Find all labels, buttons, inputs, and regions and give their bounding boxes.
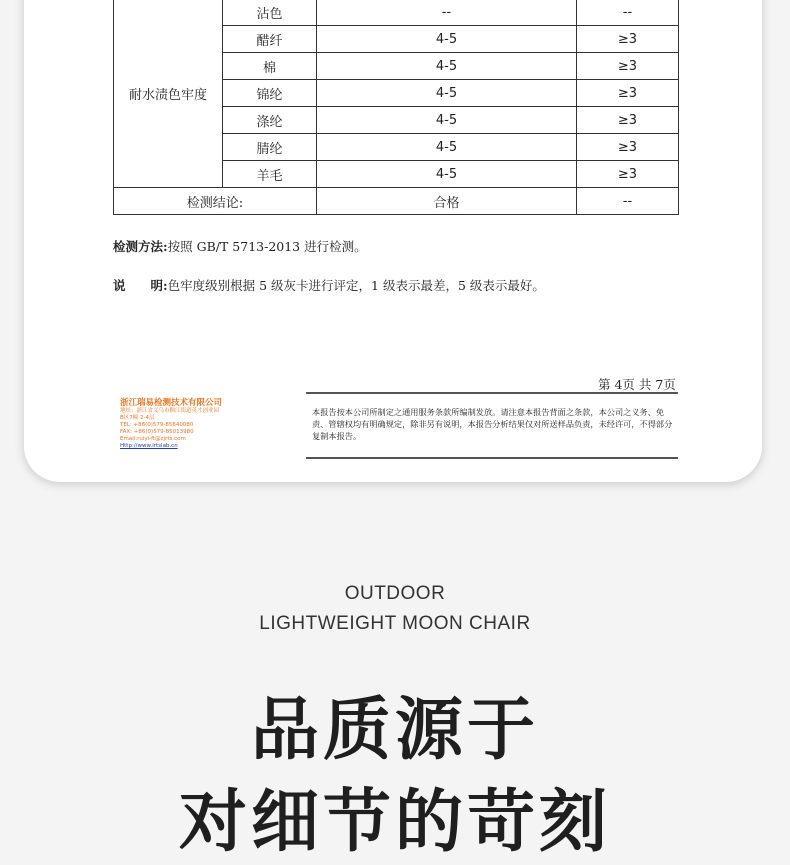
result-cell: 4-5 — [317, 26, 577, 53]
test-result-table — [113, 0, 679, 215]
company-tel: TEL: +86(0)579-85640080 — [120, 422, 194, 428]
company-info — [120, 396, 222, 450]
conclusion-requirement: -- — [577, 188, 679, 215]
requirement-cell: ≥3 — [577, 134, 679, 161]
disclaimer-top-rule — [306, 392, 678, 394]
page-number: 第 4页 共 7页 — [598, 377, 676, 392]
company-email: Email:ruiyi-ft@zjrts.com — [120, 436, 186, 442]
item-cell: 棉 — [223, 53, 317, 80]
requirement-cell: ≥3 — [577, 53, 679, 80]
requirement-cell: ≥3 — [577, 80, 679, 107]
conclusion-label: 检测结论: — [114, 188, 317, 215]
requirement-cell: -- — [577, 0, 679, 26]
result-cell: 4-5 — [317, 53, 577, 80]
item-cell: 羊毛 — [223, 161, 317, 188]
table-row — [114, 0, 679, 26]
item-cell: 腈纶 — [223, 134, 317, 161]
headline-1: 品质源于 — [250, 691, 539, 770]
disclaimer-bottom-rule — [306, 457, 678, 459]
result-cell: 4-5 — [317, 161, 577, 188]
headline-2: 对细节的苛刻 — [178, 783, 611, 862]
company-name: 浙江瑞易检测技术有限公司 — [120, 398, 223, 408]
product-line-1: OUTDOOR — [344, 583, 446, 604]
method-text: 按照 GB/T 5713-2013 进行检测。 — [167, 239, 367, 254]
item-cell: 锦纶 — [223, 80, 317, 107]
method-label: 检测方法: — [113, 239, 168, 254]
item-cell: 涤纶 — [223, 107, 317, 134]
company-building: B区7幢 2-4层 — [120, 415, 155, 421]
disclaimer-text: 本报告按本公司所制定之通用服务条款所编制发放。请注意本报告背面之条款，本公司之义务、免责、管辖权均有明确规定，除非另有说明，本报告分析结果仅对所送样品负责，未经许可，不得部分复制本报告。 — [312, 407, 673, 441]
requirement-cell: ≥3 — [577, 107, 679, 134]
company-website-link[interactable]: Http://www.irtslab.cn — [120, 443, 178, 449]
result-cell: 4-5 — [317, 107, 577, 134]
category-cell: 耐水渍色牢度 — [114, 0, 223, 188]
test-report-card — [24, 0, 762, 482]
conclusion-result: 合格 — [317, 188, 577, 215]
product-line-2: LIGHTWEIGHT MOON CHAIR — [259, 613, 531, 634]
requirement-cell: ≥3 — [577, 26, 679, 53]
note-label: 说 明: — [113, 278, 168, 293]
item-cell: 沾色 — [223, 0, 317, 26]
result-cell: -- — [317, 0, 577, 26]
company-address: 地址：浙江省义乌市稠江街道英才创业园 — [120, 408, 220, 414]
result-cell: 4-5 — [317, 80, 577, 107]
result-cell: 4-5 — [317, 134, 577, 161]
company-fax: FAX: +86(0)579-85013980 — [120, 429, 194, 435]
conclusion-row — [114, 188, 679, 215]
requirement-cell: ≥3 — [577, 161, 679, 188]
note-text: 色牢度级别根据 5 级灰卡进行评定，1 级表示最差，5 级表示最好。 — [167, 278, 545, 293]
test-method — [113, 237, 367, 255]
item-cell: 醋纤 — [223, 26, 317, 53]
note — [113, 276, 545, 294]
